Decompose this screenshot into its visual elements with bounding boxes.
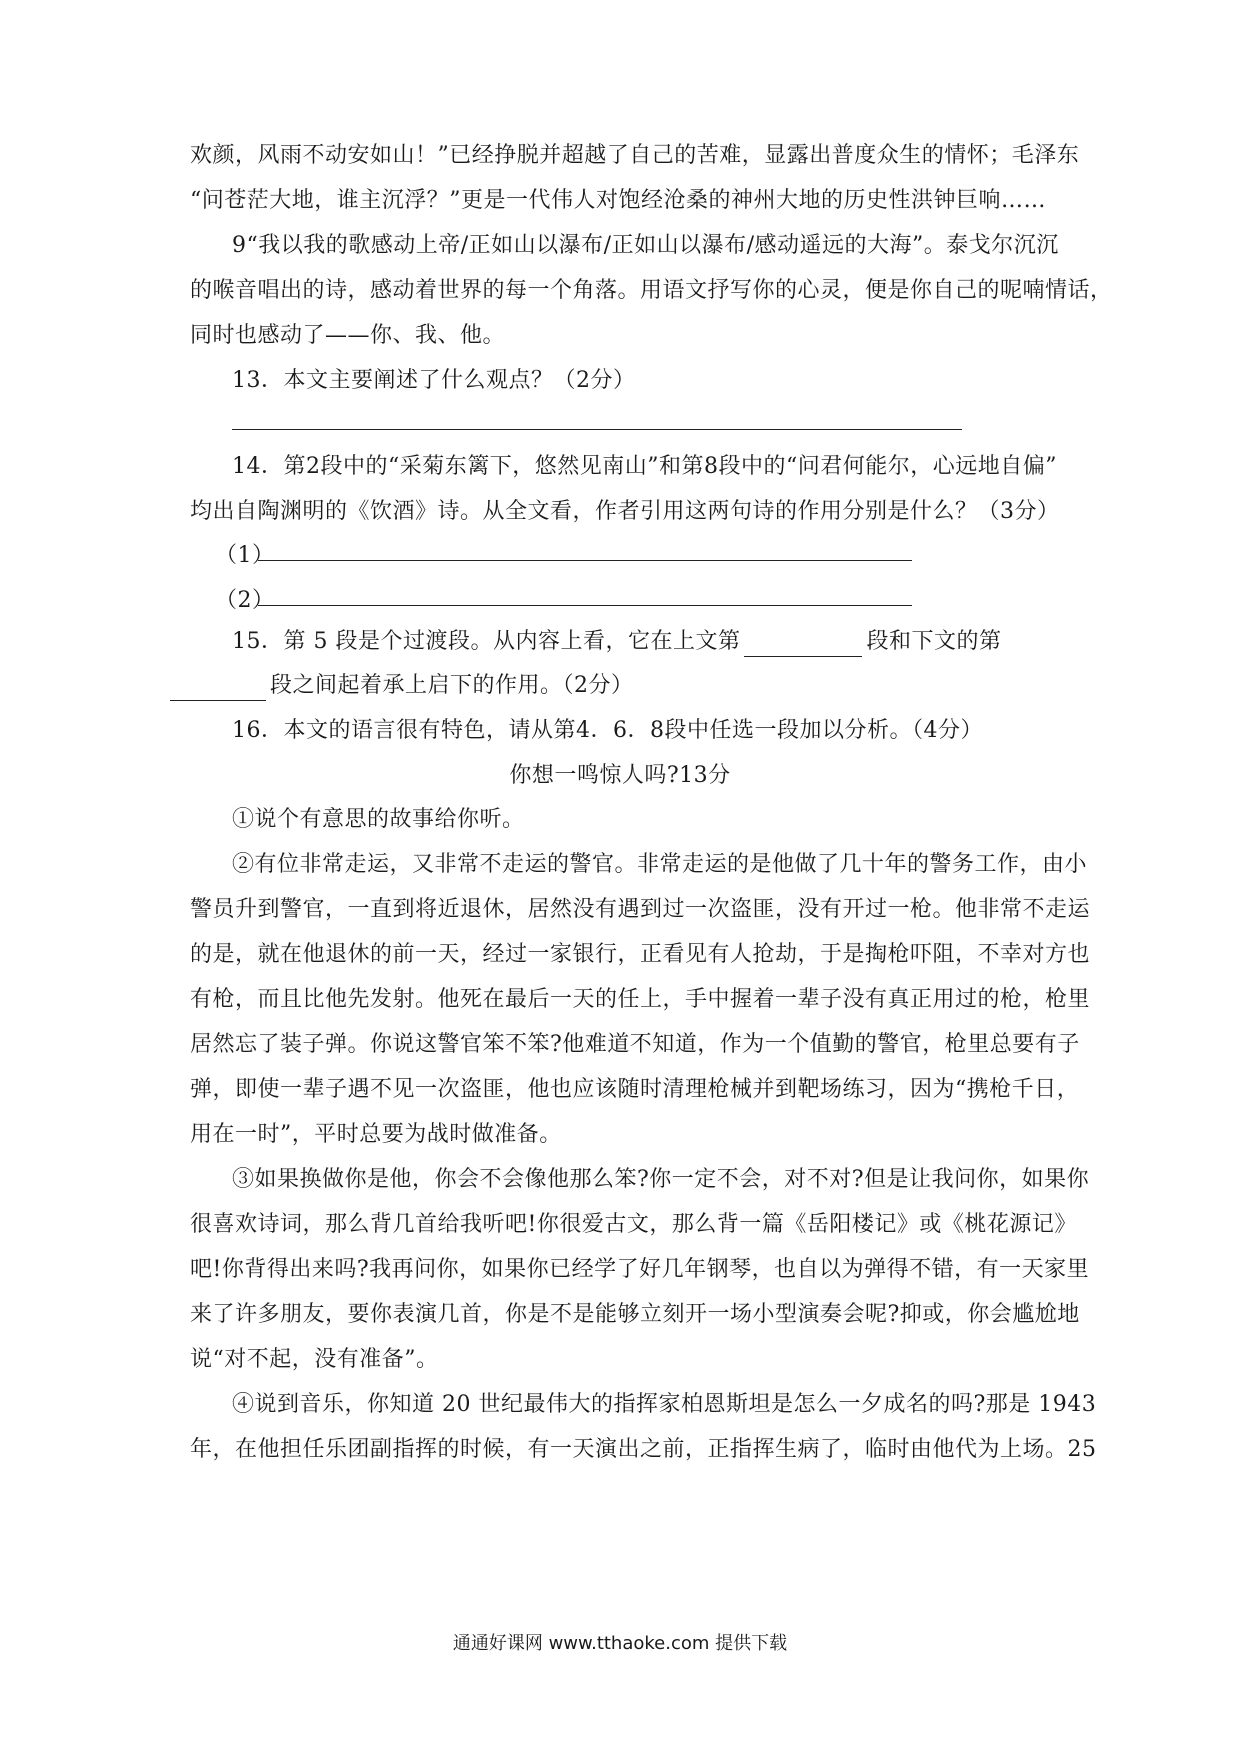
question-14-cont: 均出自陶渊明的《饮酒》诗。从全文看，作者引用这两句诗的作用分别是什么？（3分） (190, 499, 1060, 524)
paragraph-line: 说“对不起，没有准备”。 (190, 1347, 439, 1372)
paragraph-line: ②有位非常走运，又非常不走运的警官。非常走运的是他做了几十年的警务工作，由小 (232, 852, 1088, 877)
text-line: 的喉音唱出的诗，感动着世界的每一个角落。用语文抒写你的心灵，便是你自己的呢喃情话， (190, 278, 1113, 303)
text-line: 欢颜，风雨不动安如山！”已经挣脱并超越了自己的苦难，显露出普度众生的情怀；毛泽东 (190, 143, 1080, 168)
paragraph-line: 居然忘了装子弹。你说这警官笨不笨?他难道不知道，作为一个值勤的警官，枪里总要有子 (190, 1032, 1080, 1057)
question-15-text: 段之间起着承上启下的作用。（2分） (270, 673, 634, 698)
paragraph-line: ③如果换做你是他，你会不会像他那么笨?你一定不会，对不对?但是让我问你，如果你 (232, 1167, 1090, 1192)
paragraph-line: 警员升到警官，一直到将近退休，居然没有遇到过一次盗匪，没有开过一枪。他非常不走运 (190, 897, 1091, 922)
answer-line (232, 429, 962, 430)
fill-blank (170, 678, 266, 701)
paragraph-line: 吧!你背得出来吗?我再问你，如果你已经学了好几年钢琴，也自以为弹得不错，有一天家里 (190, 1257, 1090, 1282)
text-line: 同时也感动了——你、我、他。 (190, 323, 506, 348)
answer-line (258, 605, 912, 606)
paragraph-line: 来了许多朋友，要你表演几首，你是不是能够立刻开一场小型演奏会呢?抑或，你会尴尬地 (190, 1302, 1080, 1327)
paragraph-line: 年，在他担任乐团副指挥的时候，有一天演出之前，正指挥生病了，临时由他代为上场。25 (190, 1437, 1097, 1462)
paragraph-line: 的是，就在他退休的前一天，经过一家银行，正看见有人抢劫，于是掏枪吓阻，不幸对方也 (190, 942, 1091, 967)
section-title: 你想一鸣惊人吗?13分 (509, 763, 731, 788)
question-14: 14．第2段中的“采菊东篱下，悠然见南山”和第8段中的“问君何能尔，心远地自偏” (232, 454, 1057, 479)
paragraph-line: 有枪，而且比他先发射。他死在最后一天的任上，手中握着一辈子没有真正用过的枪，枪里 (190, 987, 1091, 1012)
question-13: 13．本文主要阐述了什么观点？（2分） (232, 368, 636, 393)
answer-line (258, 560, 912, 561)
question-15-cont (170, 671, 1050, 701)
paragraph-line: 弹，即使一辈子遇不见一次盗匪，他也应该随时清理枪械并到靶场练习，因为“携枪千日， (190, 1077, 1080, 1102)
paragraph-line: ④说到音乐，你知道 20 世纪最伟大的指挥家柏恩斯坦是怎么一夕成名的吗?那是 1943 (232, 1392, 1097, 1417)
question-15-text: 15．第 5 段是个过渡段。从内容上看，它在上文第 (232, 629, 741, 654)
paragraph-line: 用在一时”，平时总要为战时做准备。 (190, 1122, 562, 1147)
answer-label-2: （2） (215, 588, 275, 613)
page-footer: 通通好课网 www.tthaoke.com 提供下载 (452, 1633, 788, 1654)
question-15-text: 段和下文的第 (866, 629, 1002, 654)
question-15 (232, 627, 1070, 657)
fill-blank (744, 634, 862, 657)
question-16: 16．本文的语言很有特色，请从第4．6．8段中任选一段加以分析。（4分） (232, 718, 983, 743)
paragraph-line: 很喜欢诗词，那么背几首给我听吧!你很爱古文，那么背一篇《岳阳楼记》或《桃花源记》 (190, 1212, 1077, 1237)
answer-label-1: （1） (215, 543, 275, 568)
paragraph-line: ①说个有意思的故事给你听。 (232, 807, 525, 832)
text-line: 9“我以我的歌感动上帝/正如山以瀑布/正如山以瀑布/感动遥远的大海”。泰戈尔沉沉 (232, 233, 1059, 258)
text-line: “问苍茫大地，谁主沉浮？”更是一代伟人对饱经沧桑的神州大地的历史性洪钟巨响…… (190, 188, 1046, 213)
